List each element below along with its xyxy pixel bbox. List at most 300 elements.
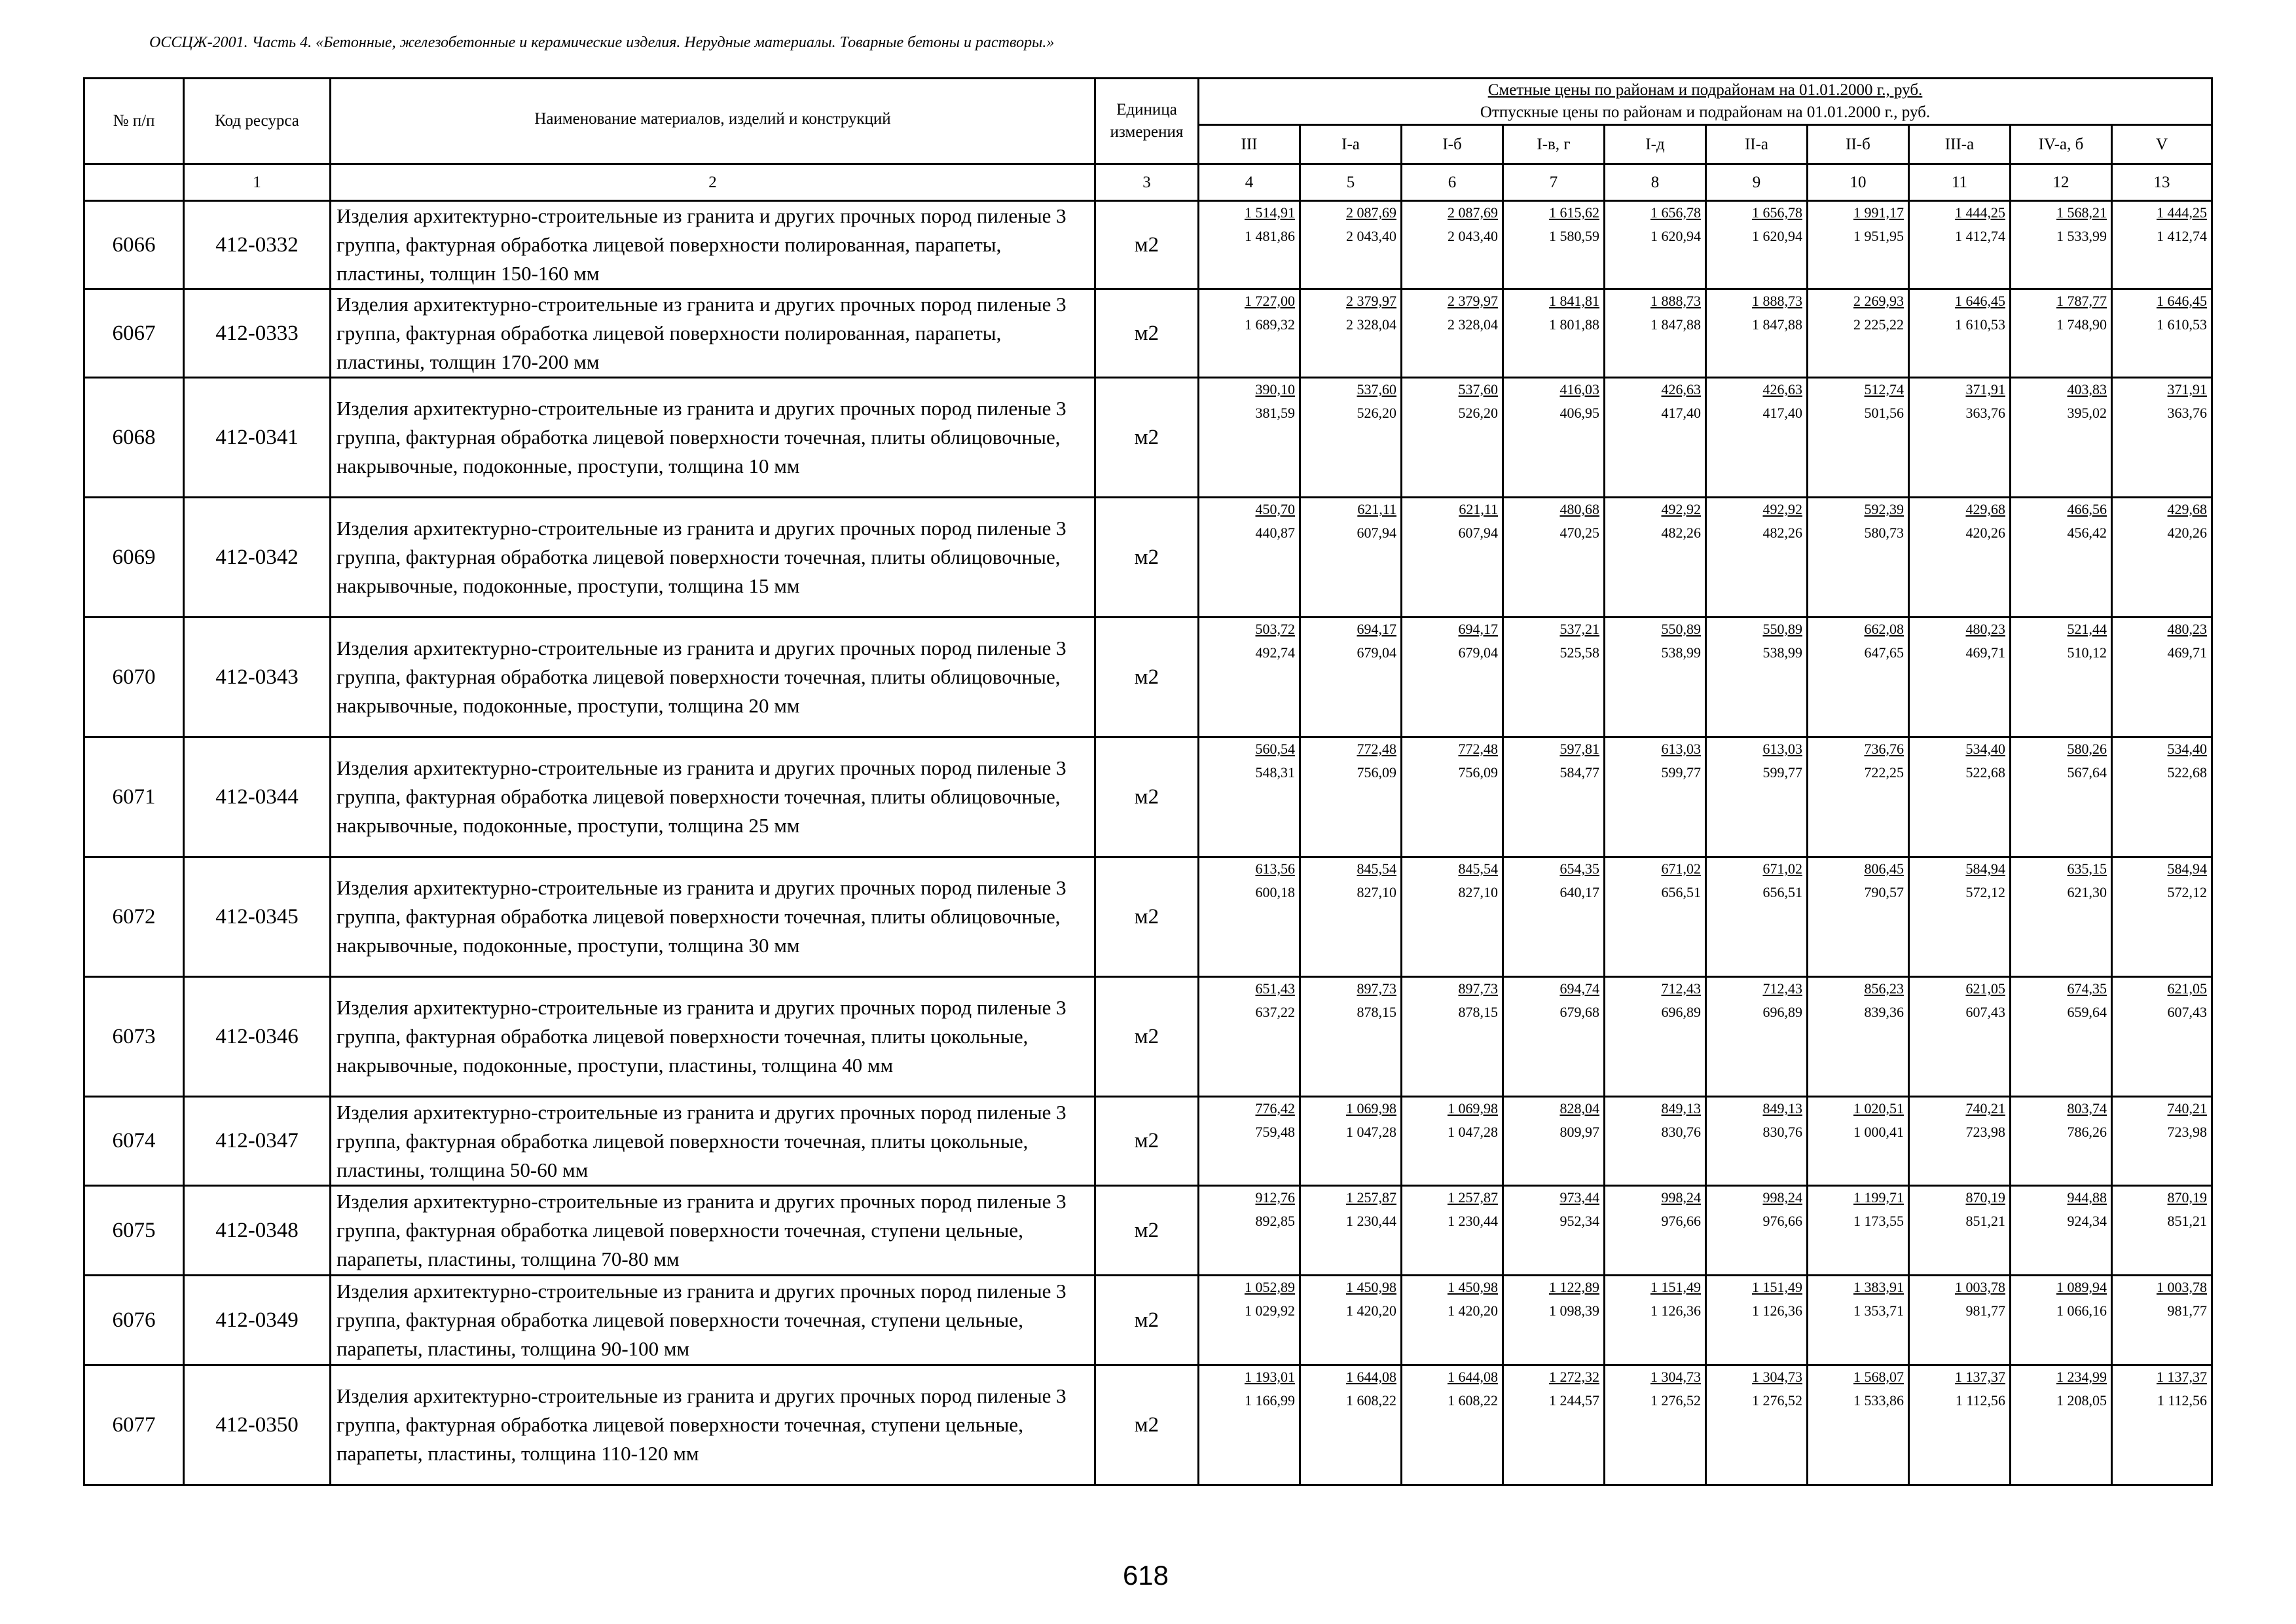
price-cell: [1605, 1365, 1706, 1485]
price-cell: [2112, 1186, 2212, 1276]
estimated-price: 1 787,77: [2056, 293, 2107, 309]
estimated-price: 973,44: [1559, 1189, 1599, 1206]
table-row: [84, 498, 2212, 618]
column-number: 6: [1402, 164, 1503, 201]
estimated-price: 2 269,93: [1853, 293, 1904, 309]
estimated-price: 560,54: [1255, 741, 1295, 757]
release-price: 827,10: [1357, 884, 1396, 900]
resource-code: 412-0344: [184, 737, 331, 857]
estimated-price: 1 137,37: [2157, 1369, 2208, 1385]
estimated-price: 1 304,73: [1650, 1369, 1701, 1385]
unit-cell: м2: [1095, 977, 1199, 1097]
price-cell: [1300, 289, 1402, 378]
estimated-price: 597,81: [1559, 741, 1599, 757]
price-cell: [1706, 1186, 1808, 1276]
price-cell: [1808, 498, 1909, 618]
price-cell: [1706, 618, 1808, 737]
price-cell: [1909, 618, 2011, 737]
estimated-price: 1 568,21: [2056, 204, 2107, 221]
estimated-price: 635,15: [2067, 860, 2107, 877]
price-cell: [2011, 1276, 2112, 1365]
estimated-price: 772,48: [1357, 741, 1396, 757]
release-price: 1 112,56: [1955, 1392, 2005, 1409]
document-header: ОССЦЖ-2001. Часть 4. «Бетонные, железобетонные и керамические изделия. Нерудные материалы. Товарные бетоны и растворы.»: [149, 34, 1055, 51]
price-cell: [2011, 378, 2112, 498]
column-number: 2: [331, 164, 1095, 201]
price-cell: [1402, 378, 1503, 498]
release-price: 830,76: [1661, 1124, 1701, 1140]
price-cell: [2011, 1097, 2112, 1186]
release-price: 1 951,95: [1853, 228, 1904, 244]
column-number: 1: [184, 164, 331, 201]
release-price: 1 276,52: [1752, 1392, 1802, 1409]
price-cell: [1199, 289, 1300, 378]
price-cell: [1300, 737, 1402, 857]
estimated-price: 849,13: [1762, 1100, 1802, 1116]
price-cell: [1605, 737, 1706, 857]
price-cell: [2112, 977, 2212, 1097]
release-price: 1 481,86: [1245, 228, 1295, 244]
row-number: 6068: [84, 378, 184, 498]
page-number: 618: [1122, 1560, 1169, 1591]
estimated-price: 870,19: [2167, 1189, 2208, 1206]
estimated-price: 492,92: [1661, 501, 1701, 517]
release-price: 1 801,88: [1549, 316, 1599, 333]
release-price: 892,85: [1255, 1213, 1295, 1229]
price-cell: [1605, 857, 1706, 977]
col-header-num: № п/п: [84, 79, 184, 164]
price-cell: [1402, 1365, 1503, 1485]
material-name: Изделия архитектурно-строительные из гранита и других прочных пород пиленые 3 группа, фактурная обработка лицевой поверхности точечная, ступени цельные, парапеты, пластины, толщина 110-120 мм: [331, 1365, 1095, 1485]
estimated-price: 736,76: [1864, 741, 1904, 757]
price-cell: [1909, 1365, 2011, 1485]
price-cell: [1402, 1186, 1503, 1276]
price-cell: [1605, 618, 1706, 737]
release-price: 722,25: [1864, 764, 1904, 781]
estimated-price: 897,73: [1357, 980, 1396, 997]
unit-cell: м2: [1095, 289, 1199, 378]
release-price: 878,15: [1357, 1004, 1396, 1020]
estimated-price: 671,02: [1762, 860, 1802, 877]
price-cell: [1503, 1097, 1605, 1186]
price-cell: [1300, 1365, 1402, 1485]
release-price: 501,56: [1864, 405, 1904, 421]
estimated-price: 621,11: [1357, 501, 1396, 517]
price-table: [83, 77, 2213, 1486]
row-number: 6077: [84, 1365, 184, 1485]
price-cell: [1199, 1097, 1300, 1186]
release-price: 1 533,86: [1853, 1392, 1904, 1409]
region-header: I-а: [1300, 125, 1402, 164]
release-price: 599,77: [1762, 764, 1802, 781]
resource-code: 412-0346: [184, 977, 331, 1097]
estimated-price: 1 020,51: [1853, 1100, 1904, 1116]
estimated-price: 537,60: [1458, 381, 1498, 397]
estimated-price: 845,54: [1357, 860, 1396, 877]
price-cell: [2112, 1276, 2212, 1365]
release-price: 878,15: [1458, 1004, 1498, 1020]
price-cell: [1503, 857, 1605, 977]
estimated-price: 584,94: [2167, 860, 2208, 877]
unit-cell: м2: [1095, 498, 1199, 618]
prices-subtitle: Отпускные цены по районам и подрайонам на 01.01.2000 г., руб.: [1480, 103, 1931, 121]
unit-cell: м2: [1095, 1097, 1199, 1186]
region-header: III-а: [1909, 125, 2011, 164]
estimated-price: 512,74: [1864, 381, 1904, 397]
material-name: Изделия архитектурно-строительные из гранита и других прочных пород пиленые 3 группа, фактурная обработка лицевой поверхности точечная, ступени цельные, парапеты, пластины, толщина 90-100 мм: [331, 1276, 1095, 1365]
release-price: 417,40: [1661, 405, 1701, 421]
release-price: 1 000,41: [1853, 1124, 1904, 1140]
price-cell: [1909, 857, 2011, 977]
release-price: 924,34: [2067, 1213, 2107, 1229]
estimated-price: 537,60: [1357, 381, 1396, 397]
price-cell: [1706, 1365, 1808, 1485]
release-price: 607,43: [1965, 1004, 2005, 1020]
estimated-price: 390,10: [1255, 381, 1295, 397]
price-cell: [1706, 201, 1808, 289]
estimated-price: 694,17: [1458, 621, 1498, 637]
price-cell: [1808, 201, 1909, 289]
unit-cell: м2: [1095, 1276, 1199, 1365]
price-cell: [1402, 737, 1503, 857]
price-cell: [2011, 201, 2112, 289]
estimated-price: 2 087,69: [1448, 204, 1498, 221]
estimated-price: 803,74: [2067, 1100, 2107, 1116]
price-cell: [1503, 289, 1605, 378]
estimated-price: 671,02: [1661, 860, 1701, 877]
release-price: 469,71: [2167, 644, 2208, 661]
release-price: 1 166,99: [1245, 1392, 1295, 1409]
table-row: [84, 1276, 2212, 1365]
release-price: 363,76: [1965, 405, 2005, 421]
release-price: 470,25: [1559, 525, 1599, 541]
material-name: Изделия архитектурно-строительные из гранита и других прочных пород пиленые 3 группа, фактурная обработка лицевой поверхности точечная, плиты облицовочные, накрывочные, подоконные, проступи, толщина 25 мм: [331, 737, 1095, 857]
price-cell: [1402, 1097, 1503, 1186]
price-cell: [1605, 1186, 1706, 1276]
resource-code: 412-0345: [184, 857, 331, 977]
release-price: 363,76: [2167, 405, 2208, 421]
price-cell: [1808, 1097, 1909, 1186]
release-price: 976,66: [1661, 1213, 1701, 1229]
release-price: 1 173,55: [1853, 1213, 1904, 1229]
release-price: 510,12: [2067, 644, 2107, 661]
column-number: 5: [1300, 164, 1402, 201]
estimated-price: 849,13: [1661, 1100, 1701, 1116]
price-cell: [2112, 618, 2212, 737]
release-price: 1 276,52: [1650, 1392, 1701, 1409]
estimated-price: 429,68: [2167, 501, 2208, 517]
release-price: 417,40: [1762, 405, 1802, 421]
price-cell: [1402, 1276, 1503, 1365]
release-price: 1 847,88: [1752, 316, 1802, 333]
estimated-price: 621,05: [1965, 980, 2005, 997]
release-price: 1 412,74: [2157, 228, 2208, 244]
price-cell: [1503, 1276, 1605, 1365]
price-cell: [1808, 737, 1909, 857]
price-cell: [1605, 378, 1706, 498]
estimated-price: 537,21: [1559, 621, 1599, 637]
price-cell: [1503, 737, 1605, 857]
price-cell: [2011, 1365, 2112, 1485]
estimated-price: 1 727,00: [1245, 293, 1295, 309]
estimated-price: 1 656,78: [1752, 204, 1802, 221]
estimated-price: 1 383,91: [1853, 1279, 1904, 1295]
column-number: 4: [1199, 164, 1300, 201]
estimated-price: 654,35: [1559, 860, 1599, 877]
release-price: 2 225,22: [1853, 316, 1904, 333]
price-cell: [2112, 1097, 2212, 1186]
table-row: [84, 201, 2212, 289]
estimated-price: 1 991,17: [1853, 204, 1904, 221]
price-cell: [1300, 618, 1402, 737]
release-price: 786,26: [2067, 1124, 2107, 1140]
release-price: 1 047,28: [1448, 1124, 1498, 1140]
estimated-price: 1 003,78: [2157, 1279, 2208, 1295]
release-price: 1 748,90: [2056, 316, 2107, 333]
estimated-price: 1 151,49: [1650, 1279, 1701, 1295]
estimated-price: 621,11: [1459, 501, 1498, 517]
estimated-price: 912,76: [1255, 1189, 1295, 1206]
price-cell: [1706, 289, 1808, 378]
region-header: II-б: [1808, 125, 1909, 164]
release-price: 851,21: [2167, 1213, 2208, 1229]
column-number: 9: [1706, 164, 1808, 201]
release-price: 679,04: [1357, 644, 1396, 661]
release-price: 538,99: [1762, 644, 1802, 661]
release-price: 456,42: [2067, 525, 2107, 541]
release-price: 1 608,22: [1346, 1392, 1396, 1409]
release-price: 759,48: [1255, 1124, 1295, 1140]
region-header: IV-а, б: [2011, 125, 2112, 164]
release-price: 756,09: [1357, 764, 1396, 781]
estimated-price: 403,83: [2067, 381, 2107, 397]
price-cell: [1503, 201, 1605, 289]
column-number: 8: [1605, 164, 1706, 201]
release-price: 696,89: [1661, 1004, 1701, 1020]
estimated-price: 534,40: [1965, 741, 2005, 757]
resource-code: 412-0341: [184, 378, 331, 498]
estimated-price: 584,94: [1965, 860, 2005, 877]
release-price: 522,68: [2167, 764, 2208, 781]
release-price: 2 043,40: [1448, 228, 1498, 244]
price-cell: [1300, 1097, 1402, 1186]
estimated-price: 712,43: [1762, 980, 1802, 997]
estimated-price: 828,04: [1559, 1100, 1599, 1116]
price-cell: [2112, 378, 2212, 498]
release-price: 395,02: [2067, 405, 2107, 421]
unit-cell: м2: [1095, 737, 1199, 857]
release-price: 2 328,04: [1346, 316, 1396, 333]
price-cell: [1503, 378, 1605, 498]
estimated-price: 651,43: [1255, 980, 1295, 997]
release-price: 1 620,94: [1752, 228, 1802, 244]
estimated-price: 712,43: [1661, 980, 1701, 997]
estimated-price: 1 888,73: [1752, 293, 1802, 309]
unit-cell: м2: [1095, 618, 1199, 737]
unit-cell: м2: [1095, 1186, 1199, 1276]
estimated-price: 1 514,91: [1245, 204, 1295, 221]
resource-code: 412-0349: [184, 1276, 331, 1365]
resource-code: 412-0348: [184, 1186, 331, 1276]
release-price: 567,64: [2067, 764, 2107, 781]
price-cell: [2011, 857, 2112, 977]
price-cell: [1199, 1365, 1300, 1485]
estimated-price: 944,88: [2067, 1189, 2107, 1206]
estimated-price: 621,05: [2167, 980, 2208, 997]
unit-cell: м2: [1095, 1365, 1199, 1485]
release-price: 572,12: [1965, 884, 2005, 900]
estimated-price: 1 304,73: [1752, 1369, 1802, 1385]
price-cell: [2011, 498, 2112, 618]
estimated-price: 1 257,87: [1346, 1189, 1396, 1206]
release-price: 580,73: [1864, 525, 1904, 541]
estimated-price: 662,08: [1864, 621, 1904, 637]
estimated-price: 466,56: [2067, 501, 2107, 517]
release-price: 1 230,44: [1346, 1213, 1396, 1229]
price-cell: [1300, 857, 1402, 977]
estimated-price: 613,03: [1762, 741, 1802, 757]
estimated-price: 1 193,01: [1245, 1369, 1295, 1385]
prices-title: Сметные цены по районам и подрайонам на 01.01.2000 г., руб.: [1487, 81, 1923, 99]
estimated-price: 1 656,78: [1650, 204, 1701, 221]
row-number: 6067: [84, 289, 184, 378]
price-cell: [2112, 737, 2212, 857]
price-cell: [1199, 201, 1300, 289]
price-cell: [1909, 1276, 2011, 1365]
price-cell: [1503, 977, 1605, 1097]
estimated-price: 2 379,97: [1346, 293, 1396, 309]
price-cell: [1402, 977, 1503, 1097]
table-row: [84, 1186, 2212, 1276]
unit-cell: м2: [1095, 857, 1199, 977]
price-cell: [1706, 1276, 1808, 1365]
release-price: 679,04: [1458, 644, 1498, 661]
price-cell: [1199, 498, 1300, 618]
price-cell: [1199, 737, 1300, 857]
estimated-price: 550,89: [1762, 621, 1802, 637]
release-price: 600,18: [1255, 884, 1295, 900]
release-price: 1 047,28: [1346, 1124, 1396, 1140]
price-cell: [1808, 1186, 1909, 1276]
price-cell: [1300, 378, 1402, 498]
resource-code: 412-0350: [184, 1365, 331, 1485]
region-header: I-б: [1402, 125, 1503, 164]
col-header-name: Наименование материалов, изделий и конструкций: [331, 79, 1095, 164]
estimated-price: 1 615,62: [1549, 204, 1599, 221]
estimated-price: 2 087,69: [1346, 204, 1396, 221]
table-row: [84, 618, 2212, 737]
release-price: 607,94: [1357, 525, 1396, 541]
release-price: 522,68: [1965, 764, 2005, 781]
price-cell: [1706, 857, 1808, 977]
release-price: 420,26: [2167, 525, 2208, 541]
price-cell: [1300, 498, 1402, 618]
estimated-price: 1 151,49: [1752, 1279, 1802, 1295]
estimated-price: 1 841,81: [1549, 293, 1599, 309]
estimated-price: 1 646,45: [2157, 293, 2208, 309]
price-cell: [2112, 201, 2212, 289]
table-row: [84, 289, 2212, 378]
row-number: 6071: [84, 737, 184, 857]
price-cell: [1808, 289, 1909, 378]
estimated-price: 674,35: [2067, 980, 2107, 997]
column-number: 13: [2112, 164, 2212, 201]
price-cell: [1808, 1365, 1909, 1485]
estimated-price: 772,48: [1458, 741, 1498, 757]
price-cell: [2112, 1365, 2212, 1485]
release-price: 469,71: [1965, 644, 2005, 661]
resource-code: 412-0332: [184, 201, 331, 289]
table-row: [84, 857, 2212, 977]
header-row-1: [84, 79, 2212, 125]
material-name: Изделия архитектурно-строительные из гранита и других прочных пород пиленые 3 группа, фактурная обработка лицевой поверхности точечная, ступени цельные, парапеты, пластины, толщина 70-80 мм: [331, 1186, 1095, 1276]
column-number: 10: [1808, 164, 1909, 201]
price-cell: [1706, 737, 1808, 857]
estimated-price: 998,24: [1762, 1189, 1802, 1206]
estimated-price: 1 003,78: [1955, 1279, 2005, 1295]
estimated-price: 1 089,94: [2056, 1279, 2107, 1295]
release-price: 1 610,53: [2157, 316, 2208, 333]
estimated-price: 1 069,98: [1448, 1100, 1498, 1116]
release-price: 1 420,20: [1448, 1302, 1498, 1319]
estimated-price: 580,26: [2067, 741, 2107, 757]
row-number: 6076: [84, 1276, 184, 1365]
estimated-price: 429,68: [1965, 501, 2005, 517]
table-row: [84, 1097, 2212, 1186]
price-cell: [1706, 378, 1808, 498]
price-cell: [1808, 618, 1909, 737]
release-price: 830,76: [1762, 1124, 1802, 1140]
price-cell: [1199, 977, 1300, 1097]
release-price: 548,31: [1255, 764, 1295, 781]
release-price: 2 043,40: [1346, 228, 1396, 244]
row-number: 6070: [84, 618, 184, 737]
release-price: 696,89: [1762, 1004, 1802, 1020]
estimated-price: 1 644,08: [1448, 1369, 1498, 1385]
release-price: 526,20: [1458, 405, 1498, 421]
table-row: [84, 737, 2212, 857]
price-cell: [2112, 289, 2212, 378]
price-cell: [1605, 201, 1706, 289]
release-price: 607,94: [1458, 525, 1498, 541]
estimated-price: 480,68: [1559, 501, 1599, 517]
release-price: 2 328,04: [1448, 316, 1498, 333]
estimated-price: 426,63: [1762, 381, 1802, 397]
release-price: 981,77: [2167, 1302, 2208, 1319]
release-price: 1 620,94: [1650, 228, 1701, 244]
release-price: 525,58: [1559, 644, 1599, 661]
price-cell: [1300, 977, 1402, 1097]
price-cell: [2112, 498, 2212, 618]
estimated-price: 1 450,98: [1448, 1279, 1498, 1295]
estimated-price: 613,03: [1661, 741, 1701, 757]
price-cell: [1503, 1186, 1605, 1276]
region-header: II-а: [1706, 125, 1808, 164]
release-price: 1 126,36: [1650, 1302, 1701, 1319]
price-cell: [1605, 1276, 1706, 1365]
release-price: 406,95: [1559, 405, 1599, 421]
estimated-price: 776,42: [1255, 1100, 1295, 1116]
region-header: III: [1199, 125, 1300, 164]
release-price: 1 230,44: [1448, 1213, 1498, 1229]
price-cell: [1199, 1276, 1300, 1365]
price-cell: [1402, 857, 1503, 977]
release-price: 723,98: [2167, 1124, 2208, 1140]
price-cell: [1808, 857, 1909, 977]
price-cell: [1199, 378, 1300, 498]
material-name: Изделия архитектурно-строительные из гранита и других прочных пород пиленые 3 группа, фактурная обработка лицевой поверхности точечная, плиты облицовочные, накрывочные, подоконные, проступи, толщина 15 мм: [331, 498, 1095, 618]
price-cell: [1300, 201, 1402, 289]
